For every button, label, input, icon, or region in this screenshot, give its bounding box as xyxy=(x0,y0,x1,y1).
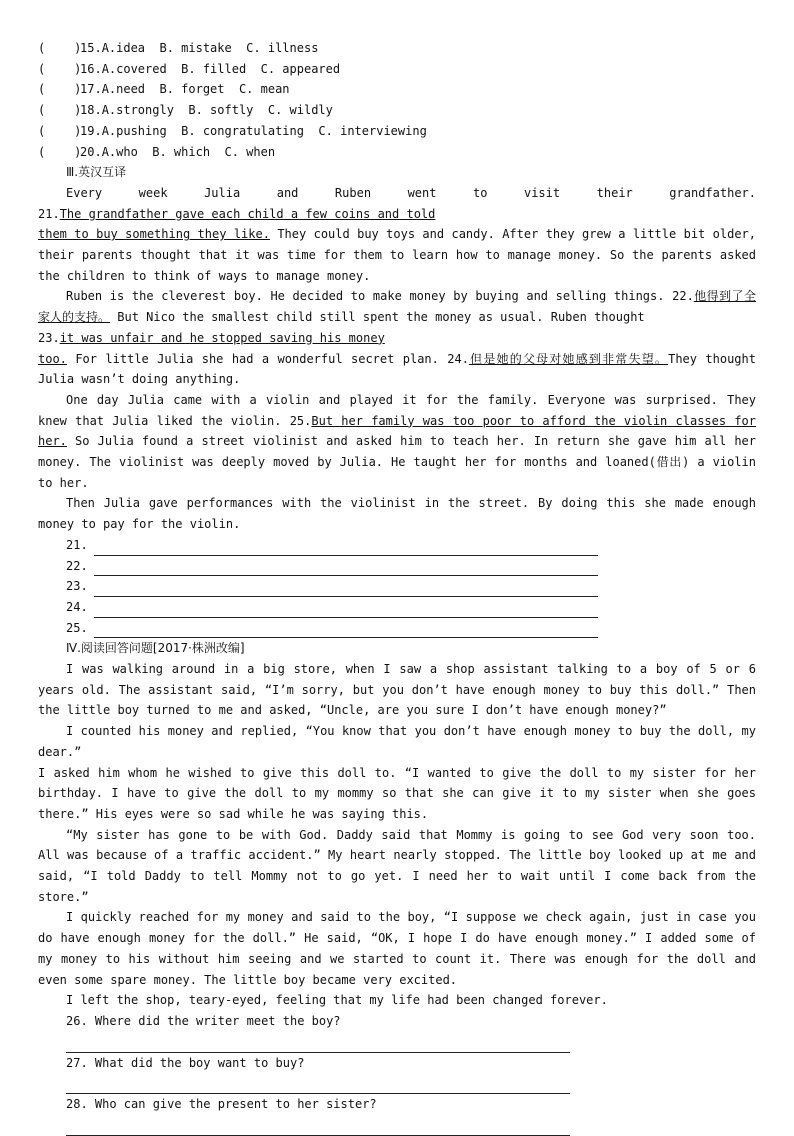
mcq-item: ( ) 20. A.who B. which C. when xyxy=(38,142,756,163)
reading-paragraph: I counted his money and replied, “You know that you don’t have enough money to buy the doll, my dear.” xyxy=(38,724,756,759)
answer-bracket: ( ) xyxy=(38,61,82,76)
passage-paragraph: Then Julia gave performances with the violinist in the street. By doing this she made enough money to pay for the violin. xyxy=(38,496,756,532)
answer-bracket: ( ) xyxy=(38,123,82,138)
answer-line[interactable] xyxy=(94,541,598,556)
answer-blanks xyxy=(38,535,756,638)
answer-bracket: ( ) xyxy=(38,82,82,97)
translate-sentence-21-cont: them to buy something they like. xyxy=(38,227,270,242)
answer-bracket: ( ) xyxy=(38,41,82,55)
answer-bracket: ( ) xyxy=(38,144,82,159)
question-27: 27. What did the boy want to buy? xyxy=(66,1055,305,1070)
question-28: 28. Who can give the present to her sister? xyxy=(66,1097,377,1112)
passage-paragraph: One day Julia came with a violin and played it for the family. Everyone was surprised. They knew that Julia liked the violin. 25.But her family was too poor to afford the violin classes for her. So Julia found a street violinist and asked him to teach her. In return she gave him all her money. The violinist was deeply moved by Julia. He taught her for months and loaned(借出) a violin to her. xyxy=(38,392,756,490)
translate-sentence-22: 他得到了全家人的支持。 xyxy=(38,289,756,325)
translate-sentence-24: 但是她的父母对她感到非常失望。 xyxy=(468,351,669,366)
reading-paragraph: I quickly reached for my money and said to the boy, “I suppose we check again, just in case you do have enough money for the doll.” He said, “OK, I hope I do have enough money.” I added some of my money to his without him seeing and we started to count it. There was enough for the doll and even some spare money. The little boy became very excited. xyxy=(38,910,756,987)
answer-blank: 23. xyxy=(38,576,756,597)
translate-sentence-25: But her family was too poor to afford the violin classes for her. xyxy=(38,413,756,449)
answer-line[interactable] xyxy=(94,561,598,576)
mcq-item: ( ) 16. A.covered B. filled C. appeared xyxy=(38,59,756,80)
passage-paragraph: Ruben is the cleverest boy. He decided to make money by buying and selling things. 22.他得到了全家人的支持。 But Nico the smallest child still spent the money as usual. Ruben thought xyxy=(38,289,756,325)
reading-paragraph: I was walking around in a big store, when I saw a shop assistant talking to a boy of 5 or 6 years old. The assistant said, “I’m sorry, but you don’t have enough money to buy this doll.” Then the little boy turned to me and asked, “Uncle, are you sure I don’t have enough money?” xyxy=(38,662,756,718)
answer-line-26[interactable] xyxy=(66,1032,570,1053)
answer-line[interactable] xyxy=(94,603,598,618)
mcq-list xyxy=(38,38,756,162)
answer-blank: 21. xyxy=(38,535,756,556)
mcq-item: ( ) 15. A.idea B. mistake C. illness xyxy=(38,38,756,59)
section-3-title: Ⅲ.英汉互译 xyxy=(66,165,127,180)
mcq-item: ( ) 17. A.need B. forget C. mean xyxy=(38,79,756,100)
passage-line: Every week Julia and Ruben went to visit their grandfather. xyxy=(66,185,756,200)
answer-bracket: ( ) xyxy=(38,103,82,118)
passage-paragraph: too. For little Julia she had a wonderful secret plan. 24.但是她的父母对她感到非常失望。They thought Julia wasn’t doing anything. xyxy=(38,351,756,387)
answer-blank: 22. xyxy=(38,556,756,577)
answer-line-28[interactable] xyxy=(66,1115,570,1136)
answer-line[interactable] xyxy=(94,623,598,638)
section-4-title: Ⅳ.阅读回答问题[2017·株洲改编] xyxy=(66,641,245,656)
translate-sentence-23: it was unfair and he stopped saving his money xyxy=(59,330,385,345)
translate-sentence-21: The grandfather gave each child a few coins and told xyxy=(59,206,436,221)
translate-sentence-23-cont: too. xyxy=(38,351,67,366)
answer-line-27[interactable] xyxy=(66,1073,570,1094)
reading-paragraph: “My sister has gone to be with God. Daddy said that Mommy is going to see God very soon too. All was because of a traffic accident.” My heart nearly stopped. The little boy looked up at me and said, “I told Daddy to tell Mommy not to go yet. I need her to wait until I come back from the store.” xyxy=(38,827,756,904)
reading-paragraph: I asked him whom he wished to give this doll to. “I wanted to give the doll to my sister for her birthday. I have to give the doll to my mommy so that she can give it to my sister when she goes there.” His eyes were so sad while he was saying this. xyxy=(38,765,756,821)
mcq-item: ( ) 19. A.pushing B. congratulating C. interviewing xyxy=(38,121,756,142)
answer-line[interactable] xyxy=(94,582,598,597)
worksheet-page xyxy=(38,38,756,1136)
reading-paragraph: I left the shop, teary-eyed, feeling that my life had been changed forever. xyxy=(66,993,608,1008)
passage-paragraph: them to buy something they like. They could buy toys and candy. After they grew a little bit older, their parents thought that it was time for them to learn how to manage money. So the parents asked the children to think of ways to manage money. xyxy=(38,227,756,283)
mcq-item: ( ) 18. A.strongly B. softly C. wildly xyxy=(38,100,756,121)
question-26: 26. Where did the writer meet the boy? xyxy=(66,1013,341,1028)
passage-line: 21.The grandfather gave each child a few coins and told xyxy=(38,206,436,221)
answer-blank: 25. xyxy=(38,618,756,639)
passage-line: 23.it was unfair and he stopped saving his money xyxy=(38,330,385,345)
answer-blank: 24. xyxy=(38,597,756,618)
